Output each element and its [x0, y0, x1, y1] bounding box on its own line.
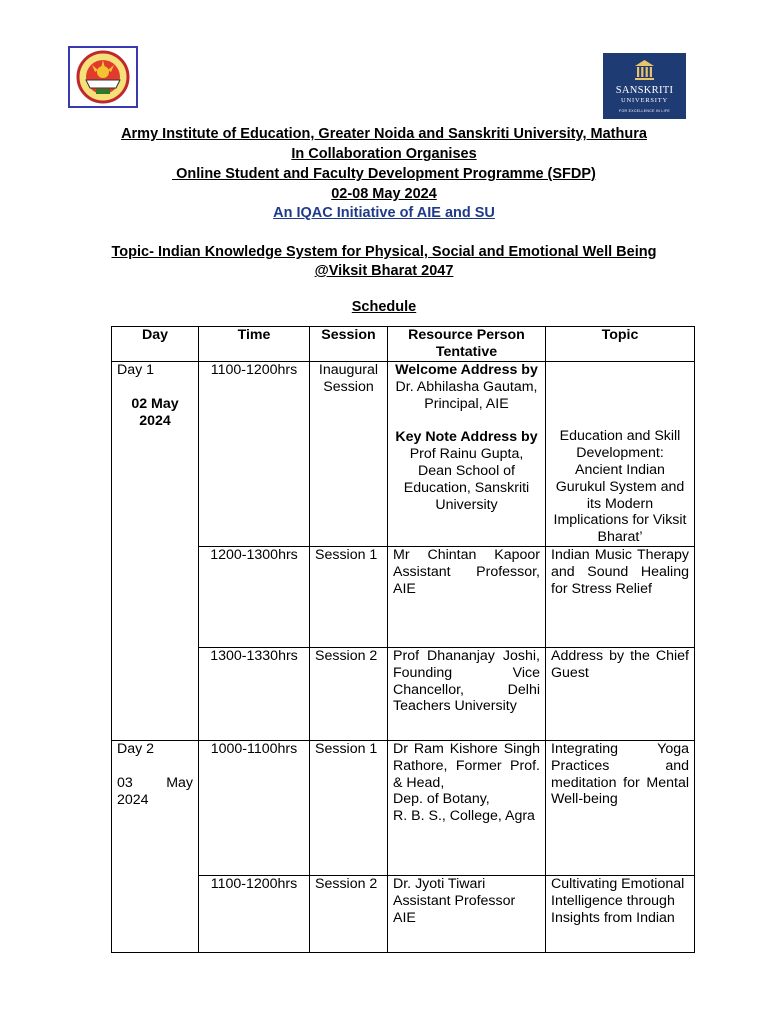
schedule-table — [111, 326, 695, 953]
col-header-topic: Topic — [546, 327, 695, 362]
table-header-row — [112, 327, 695, 362]
time-cell: 1300-1330hrs — [199, 648, 310, 741]
topic-cell: Address by the Chief Guest — [546, 648, 695, 741]
header-dates: 02-08 May 2024 — [331, 186, 437, 202]
keynote-address — [393, 429, 540, 513]
session-cell: Session 2 — [310, 876, 388, 953]
resource-cell — [388, 741, 546, 876]
resource-line: R. B. S., College, Agra — [393, 808, 535, 825]
day-date: 03 May 2024 — [117, 774, 193, 808]
table-row — [112, 876, 695, 953]
resource-line: Dr Ram Kishore Singh Rathore, Former Prof. & Head, — [393, 741, 540, 791]
topic-cell: Integrating Yoga Practices and meditation for Mental Well-being — [546, 741, 695, 876]
time-cell: 1200-1300hrs — [199, 547, 310, 648]
resource-cell — [388, 362, 546, 547]
sanskriti-logo-motto: FOR EXCELLENCE IN LIFE — [619, 109, 670, 113]
resource-cell: Prof Dhananjay Joshi, Founding Vice Chancellor, Delhi Teachers University — [388, 648, 546, 741]
schedule-heading: Schedule — [351, 299, 417, 315]
day-label: Day 1 — [117, 362, 155, 378]
time-cell: 1100-1200hrs — [199, 362, 310, 547]
resource-cell: Mr Chintan Kapoor Assistant Professor, AIE — [388, 547, 546, 648]
welcome-address-person: Dr. Abhilasha Gautam, Principal, AIE — [395, 378, 538, 412]
header-iqac: An IQAC Initiative of AIE and SU — [273, 205, 495, 221]
col-header-day: Day — [112, 327, 199, 362]
day-cell — [112, 741, 199, 953]
header-programme: Online Student and Faculty Development Programme (SFDP) — [172, 166, 596, 182]
col-header-time: Time — [199, 327, 310, 362]
resource-line: Dep. of Botany, — [393, 791, 490, 808]
aie-emblem-icon — [70, 48, 136, 106]
day-cell — [112, 362, 199, 741]
day-label: Day 2 — [117, 741, 155, 757]
table-row — [112, 741, 695, 876]
topic-line-2: @Viksit Bharat 2047 — [314, 263, 454, 279]
session-cell: Inaugural Session — [310, 362, 388, 547]
session-cell: Session 1 — [310, 741, 388, 876]
time-cell: 1000-1100hrs — [199, 741, 310, 876]
day-date: 02 May 2024 — [131, 395, 179, 429]
col-header-resource: Resource Person Tentative — [388, 327, 546, 362]
welcome-address-label: Welcome Address by — [395, 362, 538, 378]
session-cell: Session 2 — [310, 648, 388, 741]
header-collaboration: In Collaboration Organises — [291, 146, 477, 162]
topic-line-1: Topic- Indian Knowledge System for Physical, Social and Emotional Well Being — [111, 244, 657, 260]
sanskriti-logo — [603, 53, 686, 119]
welcome-address — [393, 362, 540, 412]
keynote-address-label: Key Note Address by — [395, 429, 538, 446]
table-row — [112, 547, 695, 648]
topic-cell: Indian Music Therapy and Sound Healing for Stress Relief — [546, 547, 695, 648]
header-institutions: Army Institute of Education, Greater Noida and Sanskriti University, Mathura — [121, 126, 647, 142]
topic-cell: Education and Skill Development: Ancient Indian Gurukul System and its Modern Implications for Viksit Bharat’ — [546, 362, 695, 547]
topic-cell: Cultivating Emotional Intelligence through Insights from Indian — [546, 876, 695, 953]
keynote-address-person: Prof Rainu Gupta, Dean School of Education, Sanskriti University — [403, 446, 530, 513]
aie-logo — [68, 46, 138, 108]
time-cell: 1100-1200hrs — [199, 876, 310, 953]
table-row — [112, 648, 695, 741]
col-header-session: Session — [310, 327, 388, 362]
sanskriti-logo-name: SANSKRITI — [615, 85, 674, 96]
session-cell: Session 1 — [310, 547, 388, 648]
sanskriti-logo-sub: UNIVERSITY — [621, 97, 668, 104]
table-row — [112, 362, 695, 547]
resource-cell: Dr. Jyoti Tiwari Assistant Professor AIE — [388, 876, 546, 953]
sanskriti-pillars-icon — [634, 59, 655, 81]
